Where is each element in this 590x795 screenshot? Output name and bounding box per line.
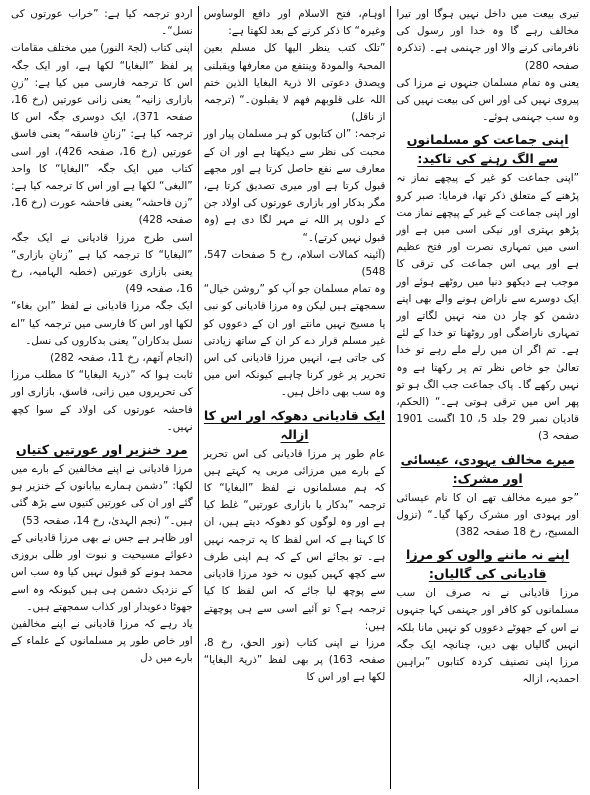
paragraph: اور ظاہر ہے جس نے بھی مرزا قادیانی کے دعوائے مسیحیت و نبوت اور ظلی بروزی محمد ہونے کو قبول نہیں کیا وہ سب اس کے نزدیک دشمن ہی ہیں کیونکہ وہ اسے جھوٹا دعویدار اور کذاب سمجھتے ہیں۔	[11, 531, 193, 613]
paragraph: تیری بیعت میں داخل نہیں ہوگا اور تیرا مخالف رہے گا وہ خدا اور رسول کی نافرمانی کرنے والا اور جہنمی ہے۔ (تذکرہ صفحہ 280)	[396, 8, 579, 72]
paragraph: ”جو میرے مخالف تھے ان کا نام عیسائی اور یہودی اور مشرک رکھا گیا۔“ (نزول المسیح، رخ 18 صفحہ 382)	[396, 491, 579, 539]
paragraph: ایک جگہ مرزا قادیانی نے لفظ ”ابن بغاء“ لکھا اور اس کا فارسی میں ترجمہ کیا ”اے نسل بدکاران“ یعنی بدکاروں کی نسل۔	[11, 300, 193, 347]
paragraph: یاد رہے کہ مرزا قادیانی نے اپنے مخالفین اور خاص طور پر مسلمانوں کے علماء کے بارے میں دل	[11, 617, 193, 665]
paragraph: اسی طرح مرزا قادیانی نے ایک جگہ ”البغایا“ کا ترجمہ کیا ہے ”زنانِ بازاری“ یعنی بازاری عورتیں (خطبہ الہامیہ، رخ 16، صفحہ 49)	[11, 231, 193, 296]
paragraph: ”اپنی جماعت کو غیر کے پیچھے نماز نہ پڑھنے کے متعلق ذکر تھا، فرمایا: صبر کرو اور اپنی جماعت کے غیر کے پیچھے نماز مت پڑھو بہتری اور نیکی اسی میں ہے اور اسی میں تمہاری نصرت اور فتح عظیم ہے اور یہی اس جماعت کی ترقی کا موجب ہے دیکھو دنیا میں روٹھے ہوئے اور ایک دوسرے سے ناراض ہونے والے بھی اپنے دشمن کو چار دن منہ نہیں لگاتے اور تمہاری ناراضگی اور روٹھنا تو خدا کے لئے ہے۔ تم اگر ان میں رلے ملے رہے تو خدا تعالیٰ جو خاص نظر تم پر رکھتا ہے وہ نہیں رکھے گا۔ پاک جماعت جب الگ ہو تو پھر اس میں ترقی ہوتی ہے۔“ (الحکم، قادیان نمبر 29 جلد 5، 10 اگست 1901 صفحہ 3)	[396, 172, 579, 443]
paragraph: عام طور پر مرزا قادیانی کی اس تحریر کے بارے میں مرزائی مربی یہ کہتے ہیں کہ ہم مسلمانوں نے لفظ ”البغایا“ کا ترجمہ ”بدکار یا بازاری عورتیں“ غلط کیا ہے اور وہ لوگوں کو دھوکہ دیتے ہیں، ان کا کہنا ہے کہ اس لفظ کا یہ ترجمہ نہیں ہے۔ تو بجائے اس کے کہ ہم اپنی طرف سے کچھ کہیں کیوں نہ خود مرزا قادیانی سے پوچھ لیا جائے کہ اس لفظ کا کیا ترجمہ ہے؟ تو آئیے اسی سے ہی پوچھتے ہیں:	[203, 447, 386, 632]
paragraph: یعنی وہ تمام مسلمان جنہوں نے مرزا کی پیروی نہیں کی اور اس کی بیعت نہیں کی وہ سب جہنمی ہوئے۔	[396, 76, 579, 124]
text-column-2	[199, 6, 392, 789]
section-heading: ایک قادیانی دھوکہ اور اس کا ازالہ	[203, 407, 386, 442]
section-heading: میرے مخالف یہودی، عیسائی اور مشرک:	[400, 451, 575, 486]
paragraph: (انجام آتھم، رخ 11، صفحہ 282)	[50, 352, 193, 365]
paragraph: ”تلک کتب ینظر الیھا کل مسلم بعین المحبۃ والمودۃ وینتفع من معارفھا ویقبلنی ویصدق دعوتی الا ذریۃ البغایا الذین ختم اللہ علی قلوبھم فھم لا یقبلون۔“ (ترجمہ از ناقل)	[203, 42, 386, 124]
section-heading: اپنے نہ ماننے والوں کو مرزا قادیانی کی گالیاں:	[406, 547, 570, 582]
text-column-3	[6, 6, 199, 789]
paragraph: (آئینہ کمالات اسلام، رخ 5 صفحات 547، 548)	[203, 248, 386, 279]
paragraph: اپنی کتاب (لجۃ النور) میں مختلف مقامات پر لفظ ”البغایا“ لکھا ہے، اور ایک جگہ اس کا ترجمہ فارسی میں کیا ہے: ”زنِ بازاری زانیہ“ یعنی زانی عورتیں (رخ 16، صفحہ 371)، ایک دوسری جگہ اس کا ترجمہ کیا ہے: ”زنانِ فاسقہ“ یعنی فاسق عورتیں (رخ 16، صفحہ 426)، اور اسی کتاب میں ایک جگہ ”البغایا“ کا واحد ”البغی“ لکھا ہے اور اس کا ترجمہ کیا ہے: ”زن فاحشہ“ یعنی فاحشہ عورت (رخ 16، صفحہ 428)	[11, 42, 193, 227]
text-column-1	[391, 6, 584, 789]
section-heading: اپنی جماعت کو مسلمانوں سے الگ رہنے کی تاکید:	[406, 132, 569, 167]
paragraph: اردو ترجمہ کیا ہے: ”خراب عورتوں کی نسل“۔	[11, 8, 193, 38]
paragraph: مرزا نے اپنی کتاب (نور الحق، رخ 8، صفحہ 163) پر بھی لفظ ”ذریۃ البغایا“ لکھا ہے اور اس کا	[203, 636, 386, 684]
paragraph: اوہام، فتح الاسلام اور دافع الوساوس وغیرہ“ کا ذکر کرنے کے بعد لکھتا ہے:	[203, 8, 386, 38]
paragraph: مرزا قادیانی نے نہ صرف ان سب مسلمانوں کو کافر اور جہنمی کہا جنہوں نے اس کے جھوٹے دعووں کو نہیں مانا بلکہ انہیں گالیاں بھی دیں، چنانچہ ایک جگہ مرزا اپنی تصنیف کردہ کتابوں ”براہین احمدیہ، ازالہ	[396, 587, 579, 686]
paragraph: وہ تمام مسلمان جو آپ کو ”روشن خیال“ سمجھتے ہیں لیکن وہ مرزا قادیانی کو نبی یا مسیح نہیں مانتے اور ان کے دعووں کو غیر مسلم قرار دے کر ان کے ساتھ زیادتی کی جاتی ہے، انہیں مرزا قادیانی کی اس تحریر پر غور کرنا چاہیے کیونکہ اس میں وہ سب بھی داخل ہیں۔	[203, 283, 386, 399]
section-heading: مرد خنزیر اور عورتیں کتیاں	[16, 442, 188, 458]
paragraph: مرزا قادیانی نے اپنے مخالفین کے بارے میں لکھا: ”دشمن ہمارے بیابانوں کے خنزیر ہو گئے اور ان کی عورتیں کتیوں سے بڑھ گئی ہیں۔“ (نجم الہدیٰ، رخ 14، صفحہ 53)	[11, 463, 193, 527]
paragraph: ترجمہ: ”ان کتابوں کو ہر مسلمان پیار اور محبت کی نظر سے دیکھتا ہے اور ان کے معارف سے نفع حاصل کرتا ہے اور مجھے قبول کرتا ہے اور میری تصدیق کرتا ہے، مگر بدکار اور بازاری عورتوں کی اولاد جن کے دلوں پر اللہ نے مہر لگا دی ہے (وہ قبول نہیں کرتے)۔“	[203, 128, 386, 244]
paragraph: ثابت ہوا کہ ”ذریۃ البغایا“ کا مطلب مرزا کی تحریروں میں زانی، فاسق، بازاری اور فاحشہ عورتوں کی اولاد کے سوا کچھ نہیں۔	[11, 369, 193, 433]
